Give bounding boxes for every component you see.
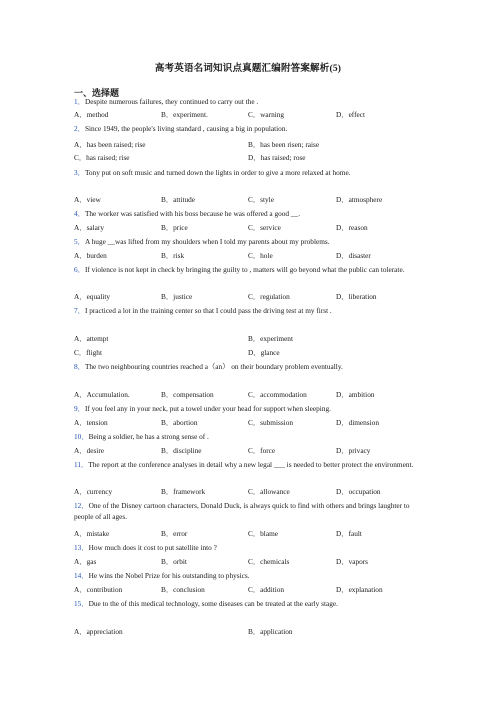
question-number: 8． bbox=[74, 362, 85, 371]
question-1 bbox=[74, 97, 424, 108]
option-d[interactable]: D．atmosphere bbox=[336, 195, 383, 204]
option-b[interactable]: B．attitude bbox=[161, 195, 196, 204]
question-15 bbox=[74, 599, 424, 610]
question-text: How much does it cost to put satellite into ? bbox=[88, 543, 217, 552]
options-12 bbox=[74, 529, 424, 540]
option-b[interactable]: B．experiment bbox=[248, 334, 293, 343]
section-heading: 一、选择题 bbox=[74, 88, 120, 98]
question-text: If violence is not kept in check by bringing the guilty to , matters will go beyond what the public can tolerate. bbox=[84, 265, 405, 274]
option-c[interactable]: C．has raised; rise bbox=[74, 153, 130, 162]
option-c[interactable]: C．service bbox=[248, 223, 281, 232]
question-number: 7． bbox=[74, 306, 85, 315]
option-a[interactable]: A．equality bbox=[74, 292, 111, 301]
option-d[interactable]: D．has raised; rose bbox=[248, 153, 306, 162]
question-number: 9． bbox=[74, 404, 85, 413]
question-12 bbox=[74, 501, 424, 522]
option-d[interactable]: D．privacy bbox=[336, 446, 371, 455]
options-3 bbox=[74, 195, 424, 206]
option-b[interactable]: B．application bbox=[248, 627, 293, 636]
option-c[interactable]: C．allowance bbox=[248, 487, 290, 496]
option-c[interactable]: C．warning bbox=[248, 110, 285, 119]
option-d[interactable]: D．effect bbox=[336, 110, 366, 119]
options-1 bbox=[74, 110, 424, 121]
question-11 bbox=[74, 460, 424, 471]
options-9 bbox=[74, 418, 424, 429]
question-8 bbox=[74, 362, 424, 373]
options-6 bbox=[74, 292, 424, 303]
option-c[interactable]: C．style bbox=[248, 195, 274, 204]
question-2 bbox=[74, 124, 424, 135]
question-text: Being a soldier, he has a strong sense of . bbox=[88, 432, 209, 441]
question-number: 15． bbox=[74, 599, 89, 608]
option-c[interactable]: C．chemicals bbox=[248, 557, 290, 566]
question-7 bbox=[74, 306, 424, 317]
page-title: 高考英语名词知识点真题汇编附答案解析(5) bbox=[154, 64, 342, 74]
option-d[interactable]: D．disaster bbox=[336, 251, 371, 260]
question-10 bbox=[74, 432, 424, 443]
question-text: Since 1949, the people's living standard , causing a big in population. bbox=[84, 124, 288, 133]
option-a[interactable]: A．salary bbox=[74, 223, 104, 232]
option-a[interactable]: A．has been raised; rise bbox=[74, 140, 146, 149]
option-b[interactable]: B．conclusion bbox=[161, 585, 205, 594]
question-text: The report at the conference analyses in detail why a new legal ___ is needed to better protect the environment. bbox=[88, 460, 414, 469]
question-14 bbox=[74, 571, 424, 582]
question-text: If you feel any in your neck, put a towel under your head for support when sleeping. bbox=[84, 404, 331, 413]
option-c[interactable]: C．addition bbox=[248, 585, 285, 594]
option-b[interactable]: B．framework bbox=[161, 487, 206, 496]
option-d[interactable]: D．vapors bbox=[336, 557, 369, 566]
options-10 bbox=[74, 446, 424, 457]
option-d[interactable]: D．fault bbox=[336, 529, 362, 538]
option-a[interactable]: A．view bbox=[74, 195, 101, 204]
option-b[interactable]: B．abortion bbox=[161, 418, 198, 427]
option-d[interactable]: D．dimension bbox=[336, 418, 379, 427]
option-c[interactable]: C．accommodation bbox=[248, 390, 307, 399]
option-a[interactable]: A．attempt bbox=[74, 334, 109, 343]
question-number: 14． bbox=[74, 571, 89, 580]
question-number: 5． bbox=[74, 237, 85, 246]
question-number: 1． bbox=[74, 97, 85, 106]
option-a[interactable]: A．appreciation bbox=[74, 627, 123, 636]
question-number: 3． bbox=[74, 168, 85, 177]
options-13 bbox=[74, 557, 424, 568]
option-d[interactable]: D．reason bbox=[336, 223, 368, 232]
option-a[interactable]: A．tension bbox=[74, 418, 108, 427]
option-d[interactable]: D．explanation bbox=[336, 585, 383, 594]
option-a[interactable]: A．contribution bbox=[74, 585, 123, 594]
question-text: The two neighbouring countries reached a（an） on their boundary problem eventually. bbox=[84, 362, 343, 371]
option-b[interactable]: B．risk bbox=[161, 251, 185, 260]
option-c[interactable]: C．force bbox=[248, 446, 276, 455]
options-8 bbox=[74, 390, 424, 401]
question-4 bbox=[74, 209, 424, 220]
option-c[interactable]: C．blame bbox=[248, 529, 278, 538]
question-number: 11． bbox=[74, 460, 89, 469]
option-a[interactable]: A．Accumulation. bbox=[74, 390, 130, 399]
option-c[interactable]: C．submission bbox=[248, 418, 294, 427]
question-text: Due to the of this medical technology, some diseases can be treated at the early stage. bbox=[88, 599, 338, 608]
options-14 bbox=[74, 585, 424, 596]
options-5 bbox=[74, 251, 424, 262]
question-text: I practiced a lot in the training center so that I could pass the driving test at my first . bbox=[84, 306, 332, 315]
option-b[interactable]: B．has been risen; raise bbox=[248, 140, 320, 149]
option-c[interactable]: C．flight bbox=[74, 348, 102, 357]
option-d[interactable]: D．liberation bbox=[336, 292, 377, 301]
question-13 bbox=[74, 543, 424, 554]
question-text: The worker was satisfied with his boss because he was offered a good __. bbox=[84, 209, 301, 218]
question-9 bbox=[74, 404, 424, 415]
option-c[interactable]: C．hole bbox=[248, 251, 273, 260]
option-c[interactable]: C．regulation bbox=[248, 292, 290, 301]
option-a[interactable]: A．burden bbox=[74, 251, 107, 260]
option-b[interactable]: B．justice bbox=[161, 292, 193, 301]
question-text: Despite numerous failures, they continued to carry out the . bbox=[84, 97, 259, 106]
option-d[interactable]: D．ambition bbox=[336, 390, 375, 399]
question-number: 2． bbox=[74, 124, 85, 133]
option-b[interactable]: B．orbit bbox=[161, 557, 187, 566]
question-text: A huge __was lifted from my shoulders when I told my parents about my problems. bbox=[84, 237, 330, 246]
question-number: 10． bbox=[74, 432, 89, 441]
option-b[interactable]: B．price bbox=[161, 223, 188, 232]
option-a[interactable]: A．desire bbox=[74, 446, 104, 455]
option-b[interactable]: B．compensation bbox=[161, 390, 214, 399]
option-a[interactable]: A．currency bbox=[74, 487, 113, 496]
option-b[interactable]: B．error bbox=[161, 529, 188, 538]
option-a[interactable]: A．method bbox=[74, 110, 109, 119]
question-text: Tony put on soft music and turned down the lights in order to give a more relaxed at home. bbox=[84, 168, 351, 177]
question-number: 6． bbox=[74, 265, 85, 274]
question-6 bbox=[74, 265, 424, 276]
option-d[interactable]: D．glance bbox=[248, 348, 280, 357]
options-4 bbox=[74, 223, 424, 234]
question-number: 13． bbox=[74, 543, 89, 552]
option-a[interactable]: A．gas bbox=[74, 557, 97, 566]
question-text: One of the Disney cartoon characters, Donald Duck, is always quick to find with others and brings laughter to people of all ages. bbox=[74, 501, 410, 521]
options-11 bbox=[74, 487, 424, 498]
option-b[interactable]: B．experiment. bbox=[161, 110, 208, 119]
question-number: 12． bbox=[74, 501, 89, 510]
option-d[interactable]: D．occupation bbox=[336, 487, 381, 496]
question-text: He wins the Nobel Prize for his outstanding to physics. bbox=[88, 571, 250, 580]
question-number: 4． bbox=[74, 209, 85, 218]
option-b[interactable]: B．discipline bbox=[161, 446, 202, 455]
question-3 bbox=[74, 168, 424, 179]
question-5 bbox=[74, 237, 424, 248]
option-a[interactable]: A．mistake bbox=[74, 529, 110, 538]
